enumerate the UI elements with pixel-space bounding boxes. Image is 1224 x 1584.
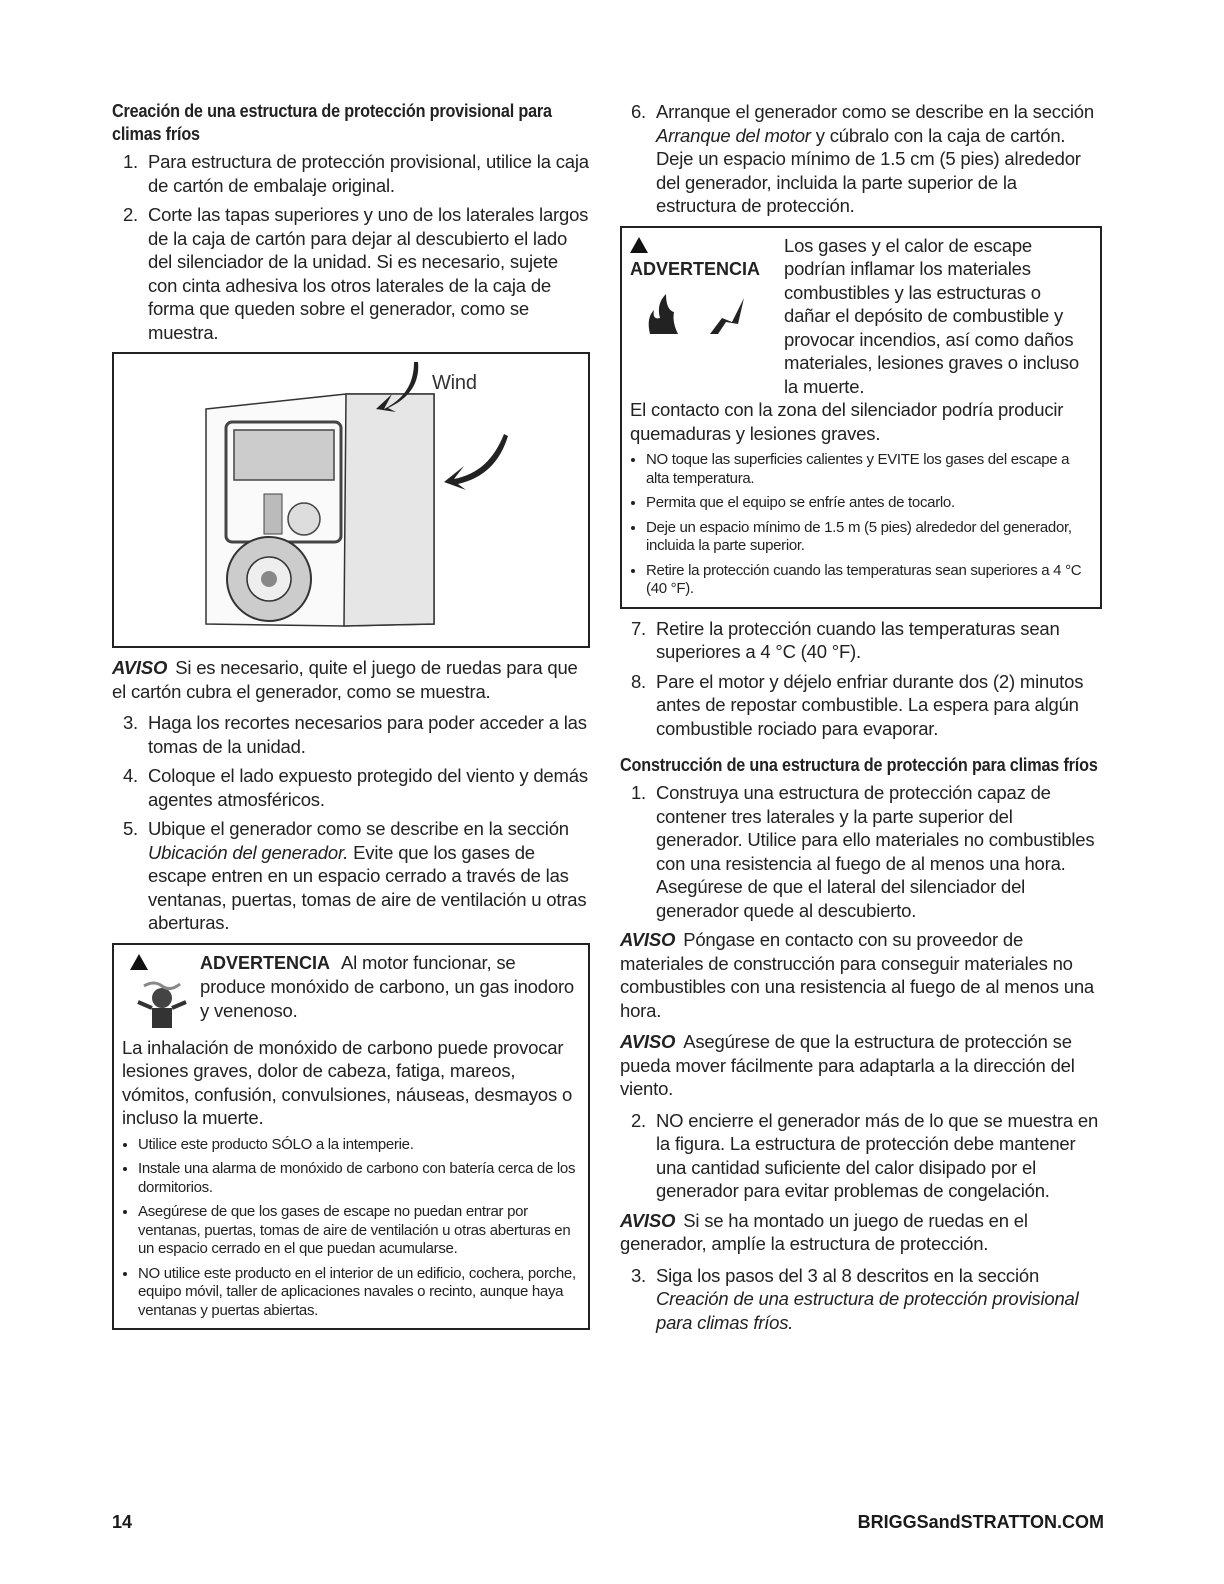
step-item [620, 1264, 1102, 1335]
step-text: Para estructura de protección provisional, utilice la caja de cartón de embalaje original. [148, 151, 589, 196]
step-text: Construya una estructura de protección capaz de contener tres laterales y la parte superior del generador. Utilice para ello materiales no combustibles con una resistencia al fuego de al menos una hora. Asegúrese de que el lateral del silenciador del generador quede al descubierto. [656, 782, 1095, 921]
warning-title: ADVERTENCIA [200, 952, 331, 973]
notice-paragraph [620, 1209, 1102, 1256]
step-number: 8. [630, 670, 646, 692]
wind-label: Wind [432, 372, 477, 394]
warning-bullet-list [122, 1136, 580, 1321]
toxic-fumes-icon [134, 978, 190, 1030]
step-number: 2. [630, 1109, 646, 1131]
warning-bullet: • Deje un espacio mínimo de 1.5 m (5 pies) alrededor del generador, incluida la parte superior. [646, 519, 1092, 556]
step-number: 3. [630, 1264, 646, 1286]
page-number: 14 [112, 1512, 133, 1532]
step-item [112, 764, 590, 811]
step-item [112, 150, 590, 197]
warning-bullet: • NO utilice este producto en el interior de un edificio, cochera, porche, equipo móvil, taller de aplicaciones navales o recinto, aunque haya ventanas y puertas abiertas. [138, 1265, 580, 1321]
warning-bullet: • Utilice este producto SÓLO a la intemperie. [138, 1136, 580, 1155]
step-text-part: Arranque el generador como se describe en la sección [656, 101, 1094, 122]
step-number: 6. [630, 101, 646, 122]
step-text-part: Siga los pasos del 3 al 8 descritos en la sección [656, 1264, 1040, 1286]
notice-paragraph [112, 656, 590, 703]
section-heading-temporary: Creación de una estructura de protección provisional para climas fríos [112, 101, 552, 144]
step-item [112, 817, 590, 935]
section-heading-construction: Construcción de una estructura de protección para climas fríos [620, 755, 1098, 775]
step-number: 1. [630, 782, 646, 803]
warning-box-exhaust-heat [620, 226, 1102, 609]
step-number: 2. [122, 204, 138, 225]
warning-bullet: • Asegúrese de que los gases de escape no puedan entrar por ventanas, puertas, tomas de aire de ventilación u otras aberturas en un espacio cerrado en el que puedan acumularse. [138, 1203, 580, 1259]
left-column [112, 100, 590, 1338]
step-text [656, 100, 1102, 218]
warning-body: El contacto con la zona del silenciador podría producir quemaduras y lesiones graves. [630, 399, 1064, 444]
warning-bullet: • NO toque las superficies calientes y EVITE los gases del escape a alta temperatura. [646, 451, 1092, 488]
step-number: 5. [122, 818, 138, 839]
step-item [620, 781, 1102, 922]
section-reference: Creación de una estructura de protección provisional para climas fríos. [656, 1288, 1079, 1333]
warning-bullet: • Retire la protección cuando las temperaturas sean superiores a 4 °C (40 °F). [646, 562, 1092, 599]
step-text: Retire la protección cuando las temperaturas sean superiores a 4 °C (40 °F). [656, 617, 1060, 662]
step-number: 4. [122, 765, 138, 786]
step-text-part: y cúbralo con la caja de cartón. Deje un espacio mínimo de 1.5 cm (5 pies) alrededor del generador, incluida la parte superior de la estructura de protección. [656, 124, 1081, 216]
warning-bullet-list [630, 451, 1092, 599]
notice-text: Asegúrese de que la estructura de protección se pueda mover fácilmente para adaptarla a la dirección del viento. [620, 1031, 1075, 1099]
fire-and-hot-surface-icon [640, 288, 760, 338]
notice-text: Póngase en contacto con su proveedor de materiales de construcción para conseguir materiales no combustibles con una resistencia al fuego de al menos una hora. [620, 929, 1095, 1021]
warning-lead: Los gases y el calor de escape podrían inflamar los materiales combustibles y las estructuras o dañar el depósito de combustible y provocar incendios, así como daños materiales, lesiones graves o incluso la muerte. [784, 234, 1079, 397]
step-text-part: Evite que los gases de escape entren en un espacio cerrado a través de las ventanas, puertas, tomas de aire de ventilación u otras aberturas. [148, 841, 587, 933]
section-reference: Arranque del motor [656, 124, 811, 146]
warning-body: La inhalación de monóxido de carbono puede provocar lesiones graves, dolor de cabeza, fatiga, mareos, vómitos, confusión, convulsiones, náuseas, desmayos o incluso la muerte. [122, 1036, 573, 1128]
generator-illustration [114, 354, 588, 646]
warning-icons [630, 234, 780, 399]
notice-text: Si es necesario, quite el juego de ruedas para que el cartón cubra el generador, como se muestra. [112, 657, 578, 702]
website-footer: BRIGGSandSTRATTON.COM [857, 1512, 1104, 1532]
step-text: NO encierre el generador más de lo que se muestra en la figura. La estructura de protección debe mantener una cantidad suficiente del calor disipado por el generador para evitar problemas de congelación. [656, 1109, 1099, 1201]
step-text [148, 817, 590, 935]
warning-triangle-icon [130, 954, 148, 970]
step-number: 3. [122, 712, 138, 733]
warning-bullet: • Instale una alarma de monóxido de carbono con batería cerca de los dormitorios. [138, 1160, 580, 1197]
warning-box-carbon-monoxide [112, 943, 590, 1331]
step-number: 1. [122, 151, 138, 172]
warning-bullet: • Permita que el equipo se enfríe antes de tocarlo. [646, 494, 1092, 513]
step-text: Corte las tapas superiores y uno de los laterales largos de la caja de cartón para dejar al descubierto el lado del silenciador de la unidad. Si es necesario, sujete con cinta adhesiva los otros laterales de la caja de forma que queden sobre el generador, como se muestra. [148, 204, 589, 343]
notice-label: AVISO [620, 1209, 676, 1231]
notice-paragraph [620, 928, 1102, 1022]
warning-title: ADVERTENCIA [630, 259, 761, 279]
notice-label: AVISO [620, 929, 676, 950]
step-text: Pare el motor y déjelo enfriar durante dos (2) minutos antes de repostar combustible. La espera para algún combustible rociado para evaporar. [656, 670, 1084, 739]
step-item [620, 100, 1102, 218]
step-item [112, 203, 590, 344]
step-item [620, 617, 1102, 664]
notice-text: Si se ha montado un juego de ruedas en el generador, amplíe la estructura de protección. [620, 1209, 1028, 1254]
warning-icons [122, 951, 200, 1036]
step-number: 7. [630, 617, 646, 639]
step-item [620, 1109, 1102, 1203]
notice-paragraph [620, 1030, 1102, 1101]
section-reference: Ubicación del generador. [148, 841, 349, 863]
step-text: Coloque el lado expuesto protegido del viento y demás agentes atmosféricos. [148, 765, 588, 810]
right-column [620, 100, 1102, 1340]
step-text: Haga los recortes necesarios para poder acceder a las tomas de la unidad. [148, 712, 587, 757]
generator-cover-figure [112, 352, 590, 648]
warning-triangle-icon [630, 237, 648, 253]
step-item [620, 670, 1102, 741]
notice-label: AVISO [620, 1031, 676, 1052]
notice-label: AVISO [112, 657, 168, 678]
step-text [656, 1264, 1102, 1335]
step-item [112, 711, 590, 758]
warning-lead: Al motor funcionar, se produce monóxido de carbono, un gas inodoro y venenoso. [200, 951, 575, 1021]
step-text-part: Ubique el generador como se describe en la sección [148, 818, 569, 839]
